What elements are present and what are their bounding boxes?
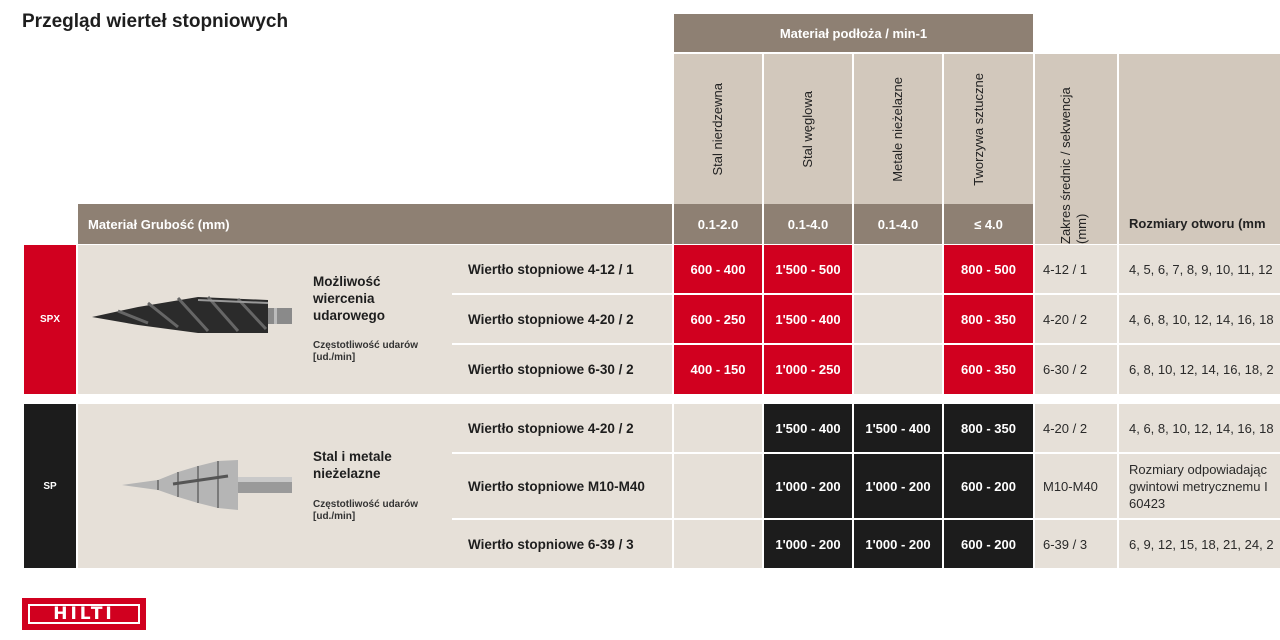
value-plastics: 600 - 200 xyxy=(944,520,1033,568)
row-divider xyxy=(452,518,1280,520)
step-drill-spx-icon xyxy=(78,245,303,394)
hole-sizes: 6, 8, 10, 12, 14, 16, 18, 2 xyxy=(1119,345,1280,394)
drill-image-sp xyxy=(78,404,303,568)
hole-sizes: 4, 6, 8, 10, 12, 14, 16, 18 xyxy=(1119,295,1280,343)
product-name: Wiertło stopniowe 6-39 / 3 xyxy=(452,520,672,568)
hole-sizes: 4, 6, 8, 10, 12, 14, 16, 18 xyxy=(1119,404,1280,452)
value-plastics: 600 - 200 xyxy=(944,454,1033,518)
value-carbon: 1'000 - 200 xyxy=(764,454,852,518)
material-group-header: Materiał podłoża / min-1 xyxy=(674,14,1033,52)
header-nonferrous: Metale nieżelazne xyxy=(854,54,942,204)
thickness-stainless: 0.1-2.0 xyxy=(674,204,762,244)
row-divider xyxy=(452,452,1280,454)
product-name: Wiertło stopniowe 4-12 / 1 xyxy=(452,245,672,293)
range-value: 4-12 / 1 xyxy=(1035,245,1117,293)
value-stainless-empty xyxy=(674,520,762,568)
hole-sizes-note-line: Rozmiary odpowiadając xyxy=(1129,462,1268,477)
page-title: Przegląd wierteł stopniowych xyxy=(22,11,289,32)
header-carbon-steel: Stal węglowa xyxy=(764,54,852,204)
hole-sizes-note-line: gwintowi metrycznemu I xyxy=(1129,479,1268,494)
frequency-label-spx: Częstotliwość udarów [ud./min] xyxy=(313,340,419,363)
value-stainless: 600 - 250 xyxy=(674,295,762,343)
value-plastics: 800 - 350 xyxy=(944,404,1033,452)
value-nonferrous-empty xyxy=(854,295,942,343)
header-diameter-range: Zakres średnic / sekwencja (mm) xyxy=(1035,54,1117,244)
range-value: 6-39 / 3 xyxy=(1035,520,1117,568)
frequency-label-sp: Częstotliwość udarów [ud./min] xyxy=(313,499,419,522)
row-divider xyxy=(452,293,1280,295)
value-stainless-empty xyxy=(674,454,762,518)
value-plastics: 800 - 500 xyxy=(944,245,1033,293)
range-value: 6-30 / 2 xyxy=(1035,345,1117,394)
value-nonferrous-empty xyxy=(854,345,942,394)
value-plastics: 600 - 350 xyxy=(944,345,1033,394)
thickness-nonferrous: 0.1-4.0 xyxy=(854,204,942,244)
step-drill-sp-icon xyxy=(78,404,303,568)
thickness-plastics: ≤ 4.0 xyxy=(944,204,1033,244)
range-value: 4-20 / 2 xyxy=(1035,295,1117,343)
product-name: Wiertło stopniowe 4-20 / 2 xyxy=(452,404,672,452)
category-label-spx: Możliwość wiercenia udarowego xyxy=(313,274,386,323)
value-nonferrous: 1'000 - 200 xyxy=(854,454,942,518)
range-value: 4-20 / 2 xyxy=(1035,404,1117,452)
value-nonferrous-empty xyxy=(854,245,942,293)
hilti-logo xyxy=(22,598,146,630)
hole-sizes: 4, 5, 6, 7, 8, 9, 10, 11, 12 xyxy=(1119,245,1280,293)
hole-sizes-note xyxy=(1119,454,1280,518)
hole-sizes: 6, 9, 12, 15, 18, 21, 24, 2 xyxy=(1119,520,1280,568)
value-carbon: 1'500 - 500 xyxy=(764,245,852,293)
value-nonferrous: 1'000 - 200 xyxy=(854,520,942,568)
drill-image-spx xyxy=(78,245,303,394)
value-carbon: 1'500 - 400 xyxy=(764,404,852,452)
category-cell-sp xyxy=(303,404,452,568)
series-badge-spx: SPX xyxy=(24,245,76,394)
series-badge-sp: SP xyxy=(24,404,76,568)
value-carbon: 1'500 - 400 xyxy=(764,295,852,343)
product-name: Wiertło stopniowe 4-20 / 2 xyxy=(452,295,672,343)
value-carbon: 1'000 - 200 xyxy=(764,520,852,568)
product-name: Wiertło stopniowe M10-M40 xyxy=(452,454,672,518)
hole-sizes-note-line: 60423 xyxy=(1129,496,1166,511)
thickness-row-label: Materiał Grubość (mm) xyxy=(78,204,672,244)
product-name: Wiertło stopniowe 6-30 / 2 xyxy=(452,345,672,394)
header-plastics: Tworzywa sztuczne xyxy=(944,54,1033,204)
thickness-carbon: 0.1-4.0 xyxy=(764,204,852,244)
hilti-logo-text: HILTI xyxy=(28,604,140,624)
value-nonferrous: 1'500 - 400 xyxy=(854,404,942,452)
value-plastics: 800 - 350 xyxy=(944,295,1033,343)
header-stainless-steel: Stal nierdzewna xyxy=(674,54,762,204)
value-stainless: 600 - 400 xyxy=(674,245,762,293)
value-stainless: 400 - 150 xyxy=(674,345,762,394)
header-hole-sizes: Rozmiary otworu (mm xyxy=(1119,54,1280,244)
range-value: M10-M40 xyxy=(1035,454,1117,518)
category-cell-spx xyxy=(303,245,452,394)
category-label-sp: Stal i metale nieżelazne xyxy=(313,449,392,481)
value-stainless-empty xyxy=(674,404,762,452)
row-divider xyxy=(452,343,1280,345)
value-carbon: 1'000 - 250 xyxy=(764,345,852,394)
